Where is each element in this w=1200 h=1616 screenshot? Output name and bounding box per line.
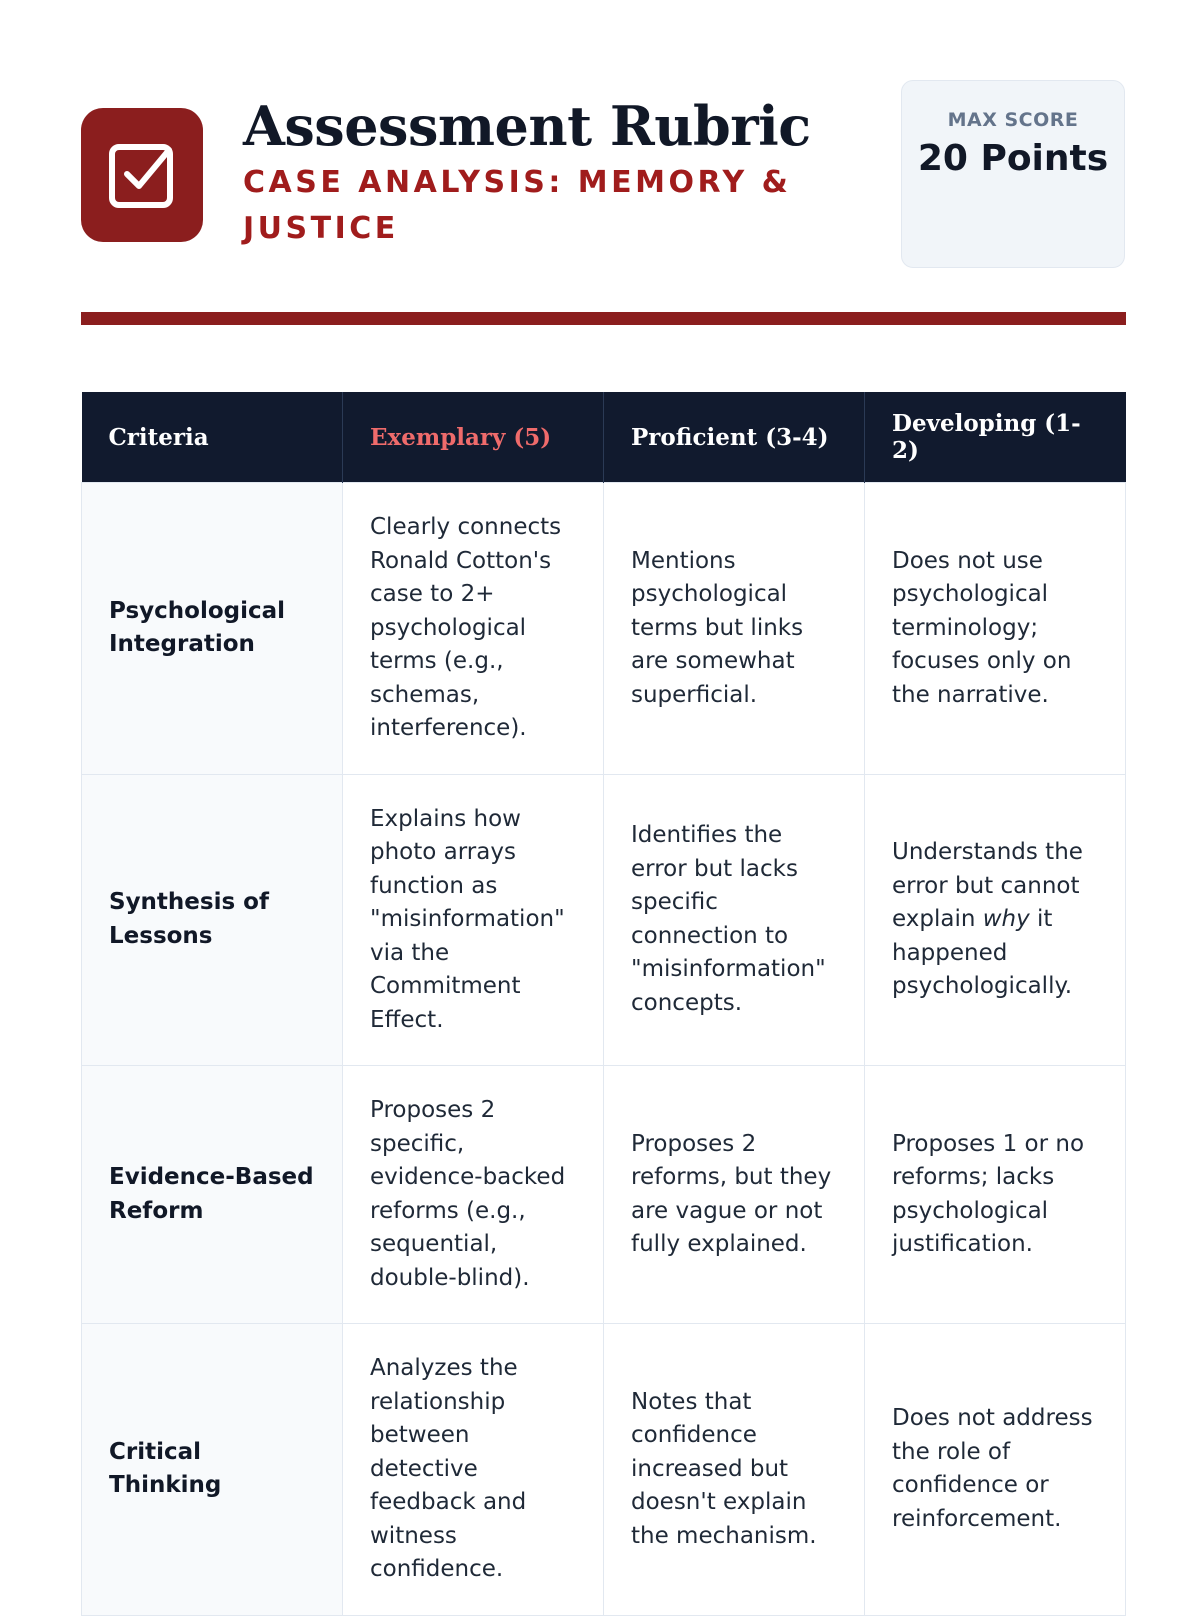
criterion-cell: Synthesis of Lessons: [82, 774, 343, 1066]
logo: [81, 108, 203, 242]
table-row: [82, 483, 1126, 775]
title-block: [243, 92, 843, 252]
proficient-cell: Identifies the error but lacks specific connection to "misinformation" concepts.: [604, 774, 865, 1066]
developing-cell: [865, 774, 1126, 1066]
header: [81, 80, 1126, 270]
header-divider: [81, 312, 1126, 325]
exemplary-cell: Clearly connects Ronald Cotton's case to 2+ psychological terms (e.g., schemas, interference).: [343, 483, 604, 775]
developing-cell: Does not use psychological terminology; focuses only on the narrative.: [865, 483, 1126, 775]
proficient-cell: Proposes 2 reforms, but they are vague or not fully explained.: [604, 1066, 865, 1324]
page-title: Assessment Rubric: [243, 94, 811, 158]
column-header-criteria: Criteria: [82, 392, 343, 483]
developing-text-before: Understands the error but cannot explain: [892, 839, 1083, 932]
developing-cell: Does not address the role of confidence or reinforcement.: [865, 1324, 1126, 1616]
proficient-cell: Notes that confidence increased but doesn't explain the mechanism.: [604, 1324, 865, 1616]
page-subtitle: CASE ANALYSIS: MEMORY & JUSTICE: [243, 165, 792, 246]
column-header-exemplary: Exemplary (5): [343, 392, 604, 483]
developing-text-emphasis: why: [982, 906, 1030, 932]
exemplary-cell: Explains how photo arrays function as "misinformation" via the Commitment Effect.: [343, 774, 604, 1066]
table-row: [82, 774, 1126, 1066]
table-row: [82, 1066, 1126, 1324]
max-score-card: [901, 80, 1125, 268]
developing-cell: Proposes 1 or no reforms; lacks psychological justification.: [865, 1066, 1126, 1324]
column-header-proficient: Proficient (3-4): [604, 392, 865, 483]
criterion-cell: Psychological Integration: [82, 483, 343, 775]
column-header-developing: Developing (1-2): [865, 392, 1126, 483]
rubric-table: [81, 392, 1126, 1616]
exemplary-cell: Proposes 2 specific, evidence-backed reforms (e.g., sequential, double-blind).: [343, 1066, 604, 1324]
table-header-row: [82, 392, 1126, 483]
criterion-cell: Evidence-Based Reform: [82, 1066, 343, 1324]
max-score-label: MAX SCORE: [947, 109, 1079, 131]
exemplary-cell: Analyzes the relationship between detective feedback and witness confidence.: [343, 1324, 604, 1616]
max-score-value: 20 Points: [917, 138, 1109, 179]
proficient-cell: Mentions psychological terms but links are somewhat superficial.: [604, 483, 865, 775]
table-row: [82, 1324, 1126, 1616]
developing-text-after: it happened psychologically.: [892, 906, 1073, 999]
criterion-cell: Critical Thinking: [82, 1324, 343, 1616]
checkbox-check-icon: [107, 140, 177, 210]
